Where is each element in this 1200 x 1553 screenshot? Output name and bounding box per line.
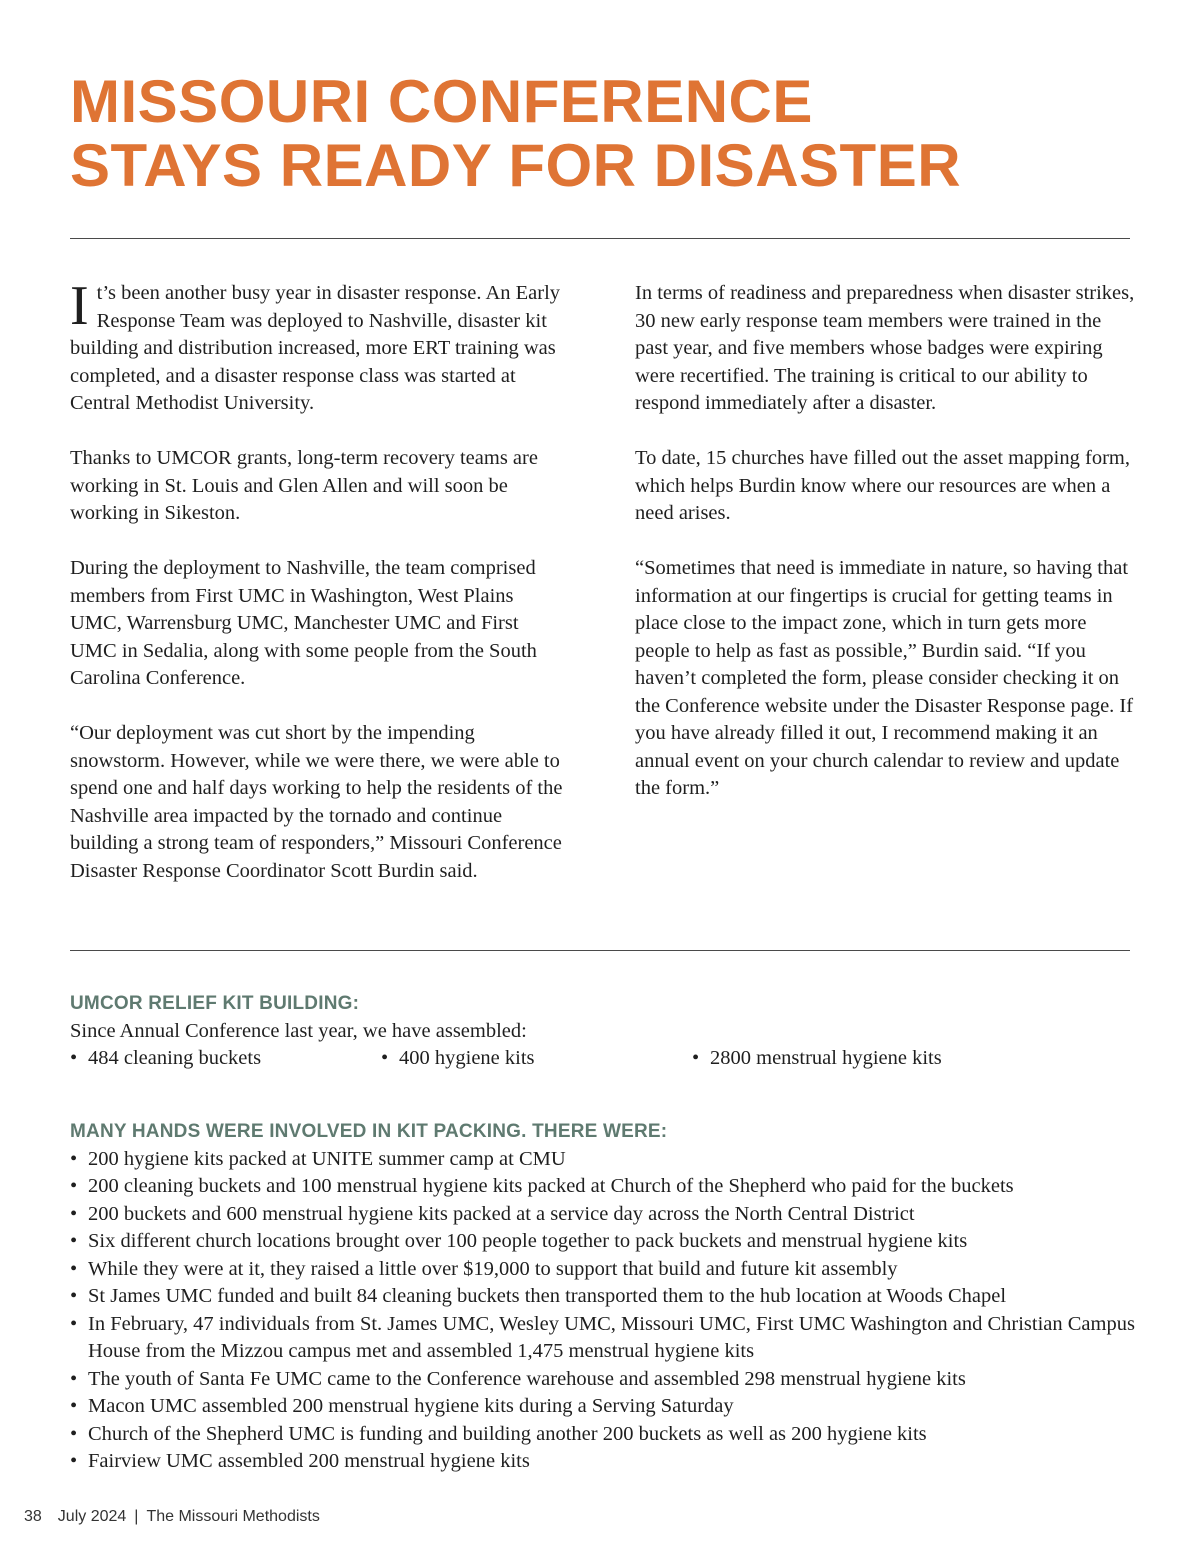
kit-packing-section: [70, 1118, 1140, 1476]
paragraph-quote-form: “Sometimes that need is immediate in nature, so having that information at our fingertips is crucial for getting teams in place close to the impact zone, which in turn gets more people to help as fast as possible,” Burdin said. “If you haven’t completed the form, please consider checking it on the Conference website under the Disaster Response page. If you have already filled it out, I recommend making it an annual event on your church calendar to review and update the form.”: [635, 557, 1134, 799]
publication-name: The Missouri Methodists: [146, 1508, 320, 1525]
article-title: [70, 70, 1130, 198]
relief-kit-section: [70, 990, 1140, 1073]
paragraph-asset-mapping: To date, 15 churches have filled out the asset mapping form, which helps Burdin know where our resources are when a need arises.: [635, 447, 1130, 524]
article-column-left: [70, 275, 570, 913]
top-divider: [70, 238, 1130, 239]
kit-total-item: [381, 1045, 535, 1073]
list-item: • 200 buckets and 600 menstrual hygiene kits packed at a service day across the North Central District: [70, 1201, 1140, 1229]
drop-cap: I: [70, 275, 89, 337]
relief-kit-intro: Since Annual Conference last year, we have assembled:: [70, 1019, 527, 1042]
middle-divider: [70, 950, 1130, 951]
list-item: • 200 hygiene kits packed at UNITE summer camp at CMU: [70, 1146, 1140, 1174]
relief-kit-heading: UMCOR RELIEF KIT BUILDING:: [70, 993, 360, 1014]
paragraph-deployment: During the deployment to Nashville, the team comprised members from First UMC in Washington, West Plains UMC, Warrensburg UMC, Manchester UMC and First UMC in Sedalia, along with some people from the South Carolina Conference.: [70, 557, 537, 689]
page-footer: [24, 1508, 320, 1526]
list-item: • The youth of Santa Fe UMC came to the Conference warehouse and assembled 298 menstrual hygiene kits: [70, 1366, 1140, 1394]
paragraph-quote-burdin: “Our deployment was cut short by the impending snowstorm. However, while we were there, we were able to spend one and half days working to help the residents of the Nashville area impacted by the tornado and continue building a strong team of responders,” Missouri Conference Disaster Response Coordinator Scott Burdin said.: [70, 722, 563, 882]
list-item: • Six different church locations brought over 100 people together to pack buckets and menstrual hygiene kits: [70, 1228, 1140, 1256]
article-column-right: [635, 280, 1135, 830]
title-line-1: MISSOURI CONFERENCE: [70, 68, 813, 135]
bullet: •: [692, 1047, 700, 1069]
list-item: • Fairview UMC assembled 200 menstrual hygiene kits: [70, 1448, 1140, 1476]
paragraph-readiness: In terms of readiness and preparedness when disaster strikes, 30 new early response team members were trained in the past year, and five members whose badges were expiring were recertified. The training is critical to our ability to respond immediately after a disaster.: [635, 282, 1135, 414]
list-item: • In February, 47 individuals from St. James UMC, Wesley UMC, Missouri UMC, First UMC Washington and Christian Campus House from the Mizzou campus met and assembled 1,475 menstrual hygiene kits: [70, 1311, 1140, 1366]
list-item: • St James UMC funded and built 84 cleaning buckets then transported them to the hub location at Woods Chapel: [70, 1283, 1140, 1311]
kit-total-item: [692, 1045, 942, 1073]
kit-total-text: 484 cleaning buckets: [88, 1047, 262, 1069]
footer-separator: |: [134, 1508, 139, 1525]
bullet: •: [381, 1047, 389, 1069]
list-item: • Church of the Shepherd UMC is funding and building another 200 buckets as well as 200 hygiene kits: [70, 1421, 1140, 1449]
list-item: • 200 cleaning buckets and 100 menstrual hygiene kits packed at Church of the Shepherd who paid for the buckets: [70, 1173, 1140, 1201]
title-line-2: STAYS READY FOR DISASTER: [70, 132, 962, 199]
list-item: • Macon UMC assembled 200 menstrual hygiene kits during a Serving Saturday: [70, 1393, 1140, 1421]
issue-date: July 2024: [57, 1508, 127, 1525]
paragraph-grants: Thanks to UMCOR grants, long-term recovery teams are working in St. Louis and Glen Allen and will soon be working in Sikeston.: [70, 447, 538, 524]
paragraph-intro-text: t’s been another busy year in disaster response. An Early Response Team was deployed to Nashville, disaster kit building and distribution increased, more ERT training was completed, and a disaster response class was started at Central Methodist University.: [70, 282, 561, 414]
kit-packing-heading: MANY HANDS WERE INVOLVED IN KIT PACKING. THERE WERE:: [70, 1121, 668, 1142]
paragraph-intro: [70, 275, 570, 418]
kit-packing-list: [70, 1146, 1140, 1476]
page-number: 38: [24, 1508, 42, 1525]
list-item: • While they were at it, they raised a little over $19,000 to support that build and future kit assembly: [70, 1256, 1140, 1284]
kit-total-item: [70, 1045, 261, 1073]
kit-total-text: 2800 menstrual hygiene kits: [710, 1047, 942, 1069]
kit-total-text: 400 hygiene kits: [399, 1047, 535, 1069]
bullet: •: [70, 1047, 78, 1069]
kit-totals-row: [70, 1045, 1140, 1073]
